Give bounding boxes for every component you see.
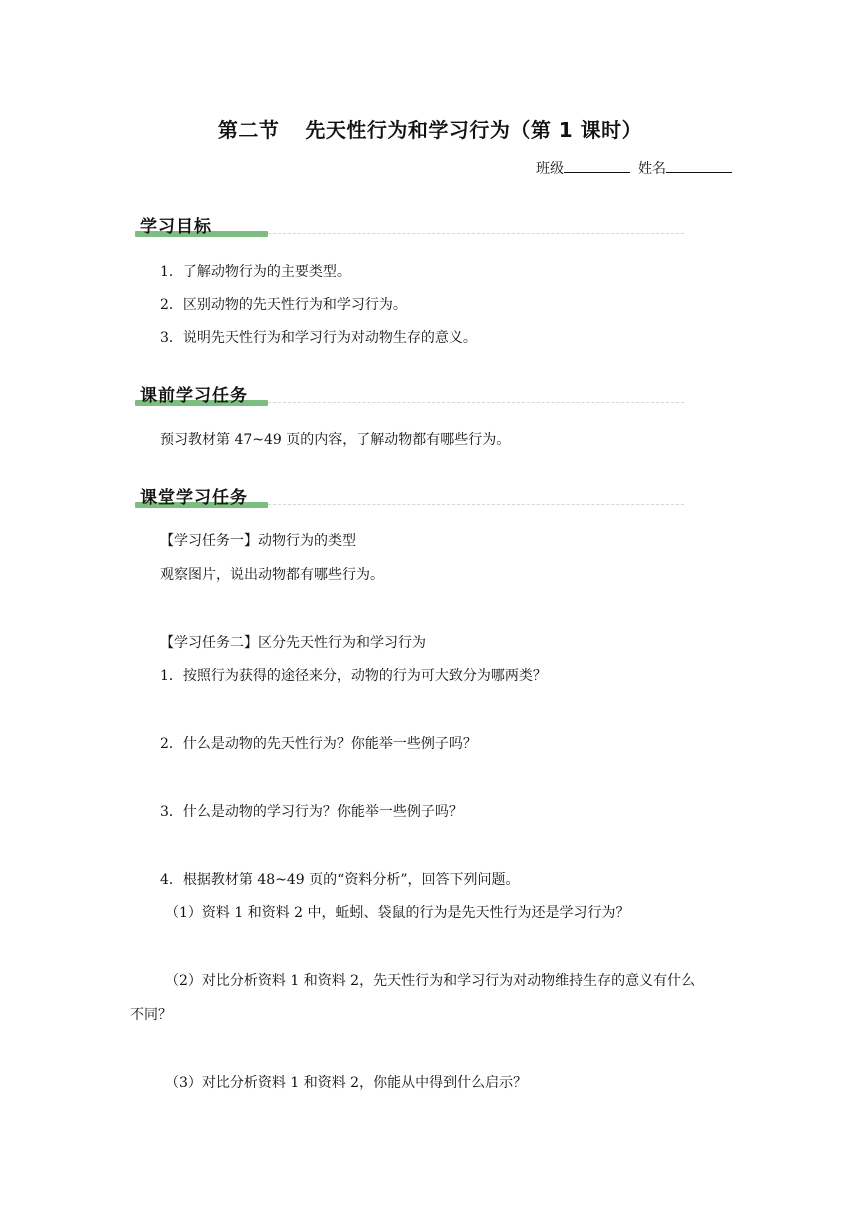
question-3: 3．什么是动物的学习行为？你能举一些例子吗？ [160, 804, 463, 820]
question-2: 2．什么是动物的先天性行为？你能举一些例子吗？ [160, 736, 477, 752]
sub-question-2-continued: 不同？ [130, 1007, 172, 1023]
task1-text: 观察图片，说出动物都有哪些行为。 [160, 567, 384, 583]
task2-heading: 【学习任务二】区分先天性行为和学习行为 [160, 635, 426, 651]
class-label: 班级 [536, 161, 564, 177]
preclass-text: 预习教材第 47~49 页的内容，了解动物都有哪些行为。 [160, 432, 511, 448]
page-title [0, 114, 860, 143]
class-name-line [536, 158, 732, 178]
sub-question-1: （1）资料 1 和资料 2 中，蚯蚓、袋鼠的行为是先天性行为还是学习行为？ [165, 905, 630, 921]
task1-heading: 【学习任务一】动物行为的类型 [160, 533, 356, 549]
inclass-heading-divider [268, 504, 684, 505]
question-1: 1．按照行为获得的途径来分，动物的行为可大致分为哪两类？ [160, 668, 547, 684]
goal-item-1: 1．了解动物行为的主要类型。 [160, 264, 351, 280]
class-blank[interactable] [564, 159, 630, 173]
goal-item-2: 2．区别动物的先天性行为和学习行为。 [160, 297, 407, 313]
preclass-heading-divider [268, 402, 684, 403]
title-section-name: 先天性行为和学习行为（第 1 课时） [305, 118, 643, 142]
sub-question-2: （2）对比分析资料 1 和资料 2，先天性行为和学习行为对动物维持生存的意义有什么 [165, 973, 696, 989]
inclass-heading: 课堂学习任务 [140, 488, 248, 508]
sub-question-3: （3）对比分析资料 1 和资料 2，你能从中得到什么启示？ [165, 1075, 528, 1091]
title-section-number: 第二节 [217, 118, 280, 142]
name-blank[interactable] [666, 159, 732, 173]
question-4: 4．根据教材第 48~49 页的“资料分析”，回答下列问题。 [160, 872, 520, 888]
goals-heading: 学习目标 [140, 217, 212, 237]
goals-heading-divider [268, 233, 684, 234]
name-label: 姓名 [638, 161, 666, 177]
goal-item-3: 3．说明先天性行为和学习行为对动物生存的意义。 [160, 330, 477, 346]
preclass-heading: 课前学习任务 [140, 386, 248, 406]
